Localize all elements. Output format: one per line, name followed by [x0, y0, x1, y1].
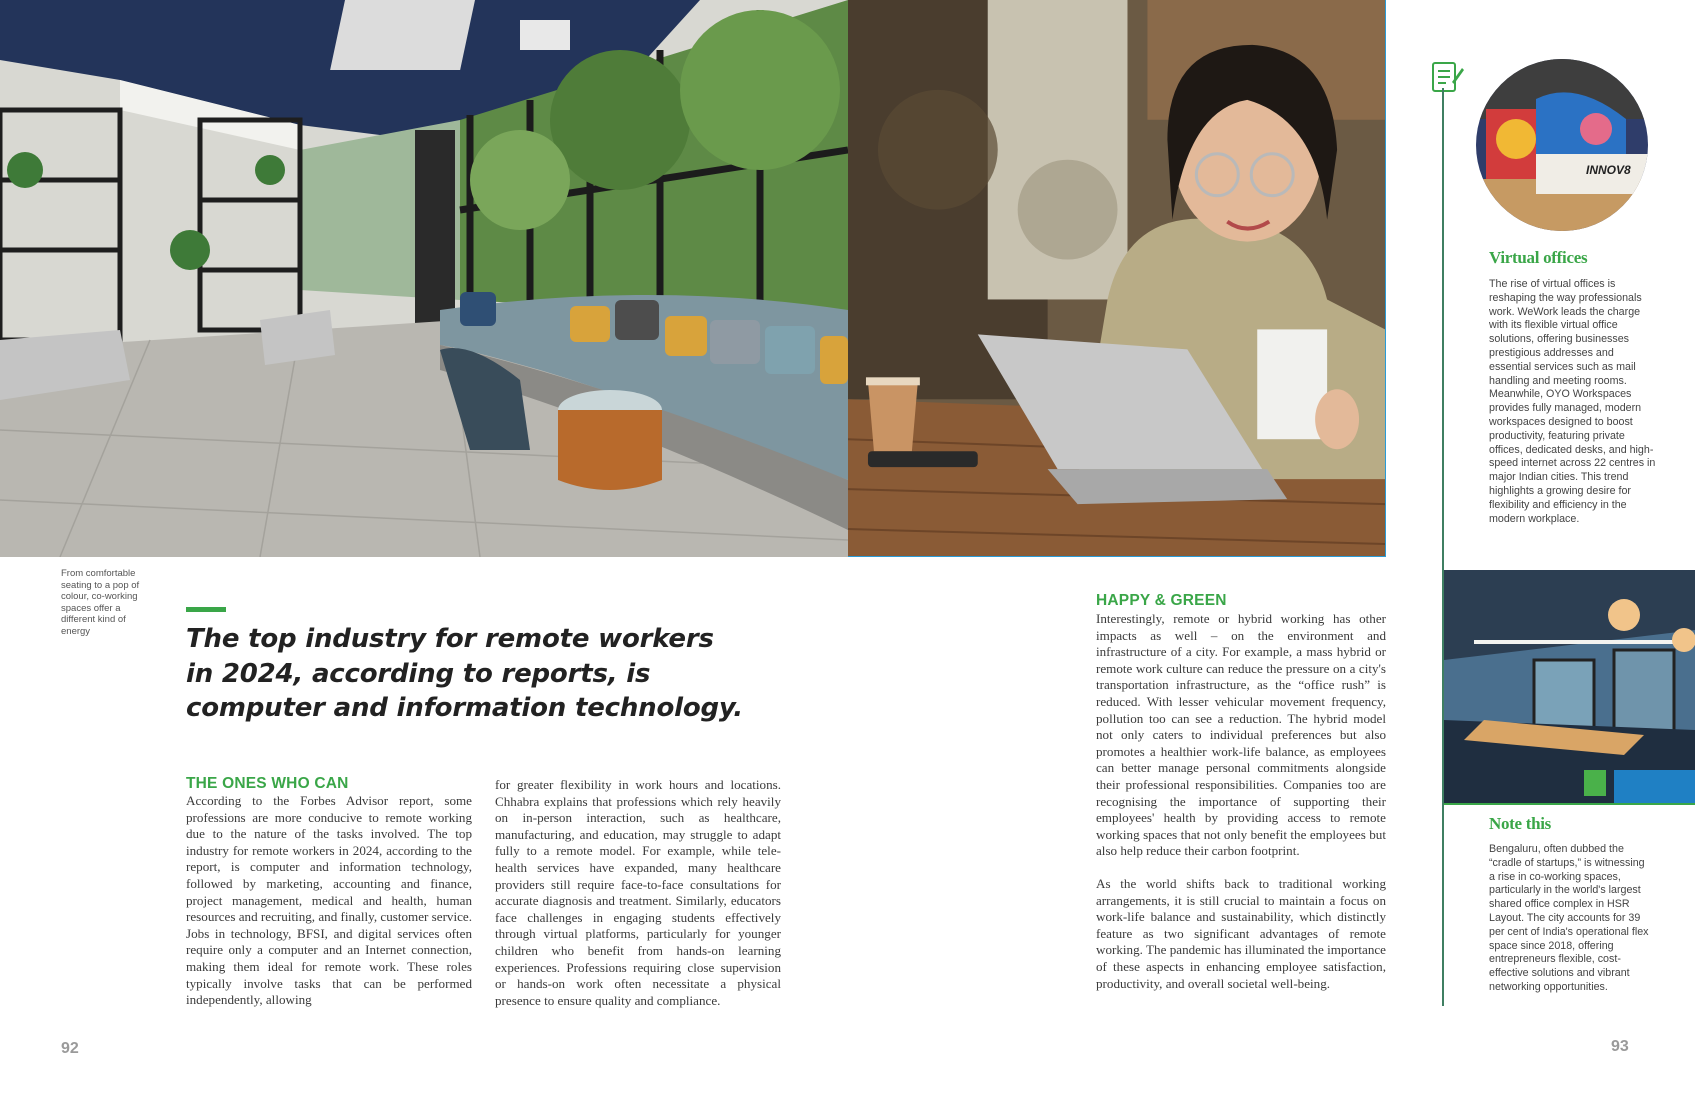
page-number-right: 93 [1611, 1038, 1629, 1055]
document-pencil-icon [1430, 58, 1464, 94]
innov8-logo: INNOV8 [1586, 163, 1631, 177]
note-this-text: Bengaluru, often dubbed the “cradle of startups,” is witnessing a rise in co-working spaces, particularly in the world's largest shared office complex in HSR Layout. The city accounts for 39 per cent of India's operational flex space since 2018, offering entrepreneurs flexible, cost-effective solutions and vibrant networking opportunities. [1489, 843, 1649, 993]
happy-green-heading: HAPPY & GREEN [1096, 592, 1227, 609]
happy-green-para1: Interestingly, remote or hybrid working has other impacts as well – on the environment and infrastructure of a city. For example, a mass hybrid or remote work culture can reduce the pressure on a city's transportation infrastructure, as the “office rush” is reduced. With lesser vehicular movement frequency, pollution too can see a reduction. The hybrid model not only caters to individual preferences but also promotes a healthier work-life balance, as employees can better manage personal commitments alongside their professional responsibilities. Companies too are recognising the importance of supporting their employees' health by providing access to remote working spaces that not only benefit the employees but also help reduce their carbon footprint. [1096, 611, 1386, 859]
virtual-offices-heading: Virtual offices [1489, 248, 1588, 267]
pull-quote-rule [186, 607, 226, 612]
sidebar-rule [1442, 88, 1444, 1006]
coworking-lounge-photo [0, 0, 848, 557]
ones-who-can-heading: THE ONES WHO CAN [186, 775, 349, 792]
photo-underline [1444, 803, 1695, 805]
photo-caption: From comfortable seating to a pop of colour, co-working spaces offer a different kind of energy [61, 568, 140, 637]
virtual-offices-text: The rise of virtual offices is reshaping the way professionals work. WeWork leads the charge with its flexible virtual office solutions, offering businesses prestigious addresses and essential services such as mail handling and meeting rooms. Meanwhile, OYO Workspaces provides fully managed, modern workspaces designed to boost productivity, featuring private offices, dedicated desks, and high-speed internet across 22 centres in major Indian cities. This trend highlights a growing desire for flexibility and efficiency in the modern workplace. [1489, 278, 1656, 525]
note-this-heading: Note this [1489, 814, 1551, 833]
happy-green-para2: As the world shifts back to traditional working arrangements, it is still crucial to maintain a focus on work-life balance and sustainability, which distinctly feature as two significant advantages of remote working. The pandemic has illuminated the importance of these aspects in enhancing employee satisfaction, productivity, and overall societal well-being. [1096, 876, 1386, 991]
innov8-lobby-photo [1476, 59, 1648, 231]
page-number-left: 92 [61, 1040, 79, 1057]
ones-who-can-col1: According to the Forbes Advisor report, some professions are more conducive to remote working due to the nature of the tasks involved. The top industry for remote workers in 2024, according to the report, is computer and information technology, followed by marketing, accounting and finance, project management, medical and health, human resources and recruiting, and finally, customer service. Jobs in technology, BFSI, and digital services often require only a computer and an Internet connection, making them ideal for remote work. These roles typically involve tasks that can be performed independently, allowing [186, 793, 473, 1008]
ones-who-can-col2: for greater flexibility in work hours and locations. Chhabra explains that professions which rely heavily on in-person interaction, such as healthcare, manufacturing, and education, may struggle to adapt fully to a remote model. For example, while tele-health services have expanded, many healthcare providers still require face-to-face consultations for accurate diagnosis and treatment. Similarly, educators face challenges in engaging students effectively through virtual platforms, particularly for younger children who benefit from hands-on learning experiences. Professions requiring close supervision or hands-on work often necessitate a physical presence to ensure quality and compliance. [495, 777, 781, 1008]
office-interior-photo [1444, 570, 1695, 803]
pull-quote: The top industry for remote workers in 2024, according to reports, is computer and information technology. [186, 624, 743, 723]
woman-laptop-photo [848, 0, 1386, 557]
